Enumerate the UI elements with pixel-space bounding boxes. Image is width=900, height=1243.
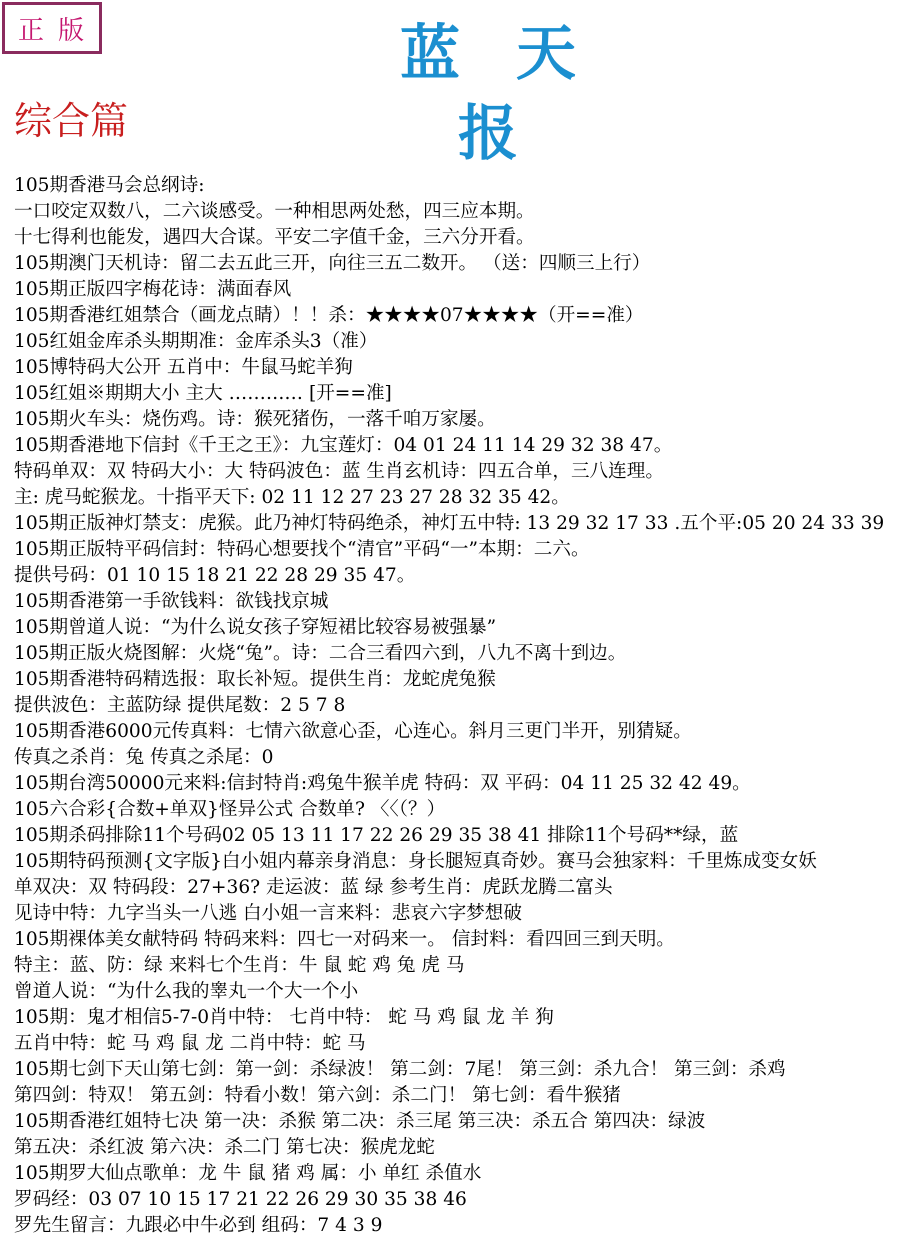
text-line: 五肖中特：蛇 马 鸡 鼠 龙 二肖中特：蛇 马 xyxy=(14,1033,366,1054)
article-body xyxy=(14,173,898,1239)
text-line: 105期罗大仙点歌单：龙 牛 鼠 猪 鸡 属：小 单红 杀值水 xyxy=(14,1163,482,1184)
text-line: 提供波色：主蓝防绿 提供尾数：2 5 7 8 xyxy=(14,695,346,716)
text-line: 主: 虎马蛇猴龙。十指平天下: 02 11 12 27 23 27 28 32 35 42。 xyxy=(14,487,570,508)
text-line: 见诗中特：九字当头一八逃 白小姐一言来料：悲哀六字梦想破 xyxy=(14,903,522,924)
text-line: 105期正版四字梅花诗：满面春风 xyxy=(14,279,292,300)
text-line: 特主：蓝、防：绿 来料七个生肖：牛 鼠 蛇 鸡 兔 虎 马 xyxy=(14,955,465,976)
text-line: 十七得利也能发，遇四大合谋。平安二字值千金，三六分开看。 xyxy=(14,227,535,248)
text-line: 105期香港第一手欲钱料：欲钱找京城 xyxy=(14,591,329,612)
text-line: 105期曾道人说：“为什么说女孩子穿短裙比较容易被强暴” xyxy=(14,617,497,638)
text-line: 105期正版特平码信封：特码心想要找个“清官”平码“一”本期：二六。 xyxy=(14,539,590,560)
text-line: 105博特码大公开 五肖中：牛鼠马蛇羊狗 xyxy=(14,357,353,378)
text-line: 单双决：双 特码段：27+36? 走运波：蓝 绿 参考生肖：虎跃龙腾二富头 xyxy=(14,877,613,898)
text-line: 第五决：杀红波 第六决：杀二门 第七决：猴虎龙蛇 xyxy=(14,1137,435,1158)
text-line: 105红姐※期期大小 主大 ………… [开==准] xyxy=(14,383,392,404)
text-line: 105期香港6000元传真料：七情六欲意心歪，心连心。斜月三更门半开，别猜疑。 xyxy=(14,721,692,742)
text-line: 105期七剑下天山第七剑：第一剑：杀绿波！ 第二剑：7尾！ 第三剑：杀九合！ 第三剑：杀鸡 xyxy=(14,1059,786,1080)
text-line: 105期香港红姐禁合（画龙点睛）！！杀：★★★★07★★★★（开==准） xyxy=(14,305,644,326)
text-line: 105红姐金库杀头期期准：金库杀头3（准） xyxy=(14,331,378,352)
masthead-title: 蓝天报 xyxy=(400,19,632,169)
text-line: 105期香港马会总纲诗: xyxy=(14,175,205,196)
text-line: 105六合彩{合数+单双}怪异公式 合数单? 〈〈（？） xyxy=(14,799,446,820)
text-line: 105期杀码排除11个号码02 05 13 11 17 22 26 29 35 38 41 排除11个号码**绿，蓝 xyxy=(14,825,739,846)
text-line: 105期正版神灯禁支：虎猴。此乃神灯特码绝杀，神灯五中特: 13 29 32 17 33 .五个平:05 20 24 33 39 xyxy=(14,513,885,534)
text-line: 105期香港地下信封《千王之王》：九宝莲灯：04 01 24 11 14 29 32 38 47。 xyxy=(14,435,673,456)
text-line: 第四剑：特双！ 第五剑：特看小数！第六剑：杀二门！ 第七剑：看牛猴猪 xyxy=(14,1085,621,1106)
text-line: 罗先生留言：九跟必中牛必到 组码：7 4 3 9 xyxy=(14,1215,383,1236)
text-line: 105期特码预测{文字版}白小姐内幕亲身消息：身长腿短真奇妙。赛马会独家料：千里炼成变女妖 xyxy=(14,851,817,872)
text-line: 105期澳门天机诗：留二去五此三开，向往三五二数开。 （送：四顺三上行） xyxy=(14,253,651,274)
text-line: 罗码经：03 07 10 15 17 21 22 26 29 30 35 38 46 xyxy=(14,1189,467,1210)
text-line: 105期火车头：烧伤鸡。诗：猴死猪伤，一落千咱万家屡。 xyxy=(14,409,496,430)
text-line: 105期正版火烧图解：火烧“兔”。诗：二合三看四六到，八九不离十到边。 xyxy=(14,643,627,664)
text-line: 提供号码：01 10 15 18 21 22 28 29 35 47。 xyxy=(14,565,416,586)
text-line: 105期裸体美女献特码 特码来料：四七一对码来一。 信封料：看四回三到天明。 xyxy=(14,929,675,950)
text-line: 特码单双：双 特码大小：大 特码波色：蓝 生肖玄机诗：四五合单，三八连理。 xyxy=(14,461,664,482)
text-line: 105期：鬼才相信5-7-0肖中特： 七肖中特： 蛇 马 鸡 鼠 龙 羊 狗 xyxy=(14,1007,554,1028)
section-title: 综合篇 xyxy=(14,99,129,143)
text-line: 105期香港红姐特七决 第一决：杀猴 第二决：杀三尾 第三决：杀五合 第四决：绿波 xyxy=(14,1111,706,1132)
text-line: 曾道人说：“为什么我的睾丸一个大一个小 xyxy=(14,981,359,1002)
text-line: 一口咬定双数八，二六谈感受。一种相思两处愁，四三应本期。 xyxy=(14,201,535,222)
text-line: 传真之杀肖：兔 传真之杀尾：0 xyxy=(14,747,274,768)
edition-badge: 正版 xyxy=(2,2,102,54)
text-line: 105期香港特码精选报：取长补短。提供生肖：龙蛇虎兔猴 xyxy=(14,669,496,690)
text-line: 105期台湾50000元来料:信封特肖:鸡兔牛猴羊虎 特码：双 平码：04 11 25 32 42 49。 xyxy=(14,773,751,794)
